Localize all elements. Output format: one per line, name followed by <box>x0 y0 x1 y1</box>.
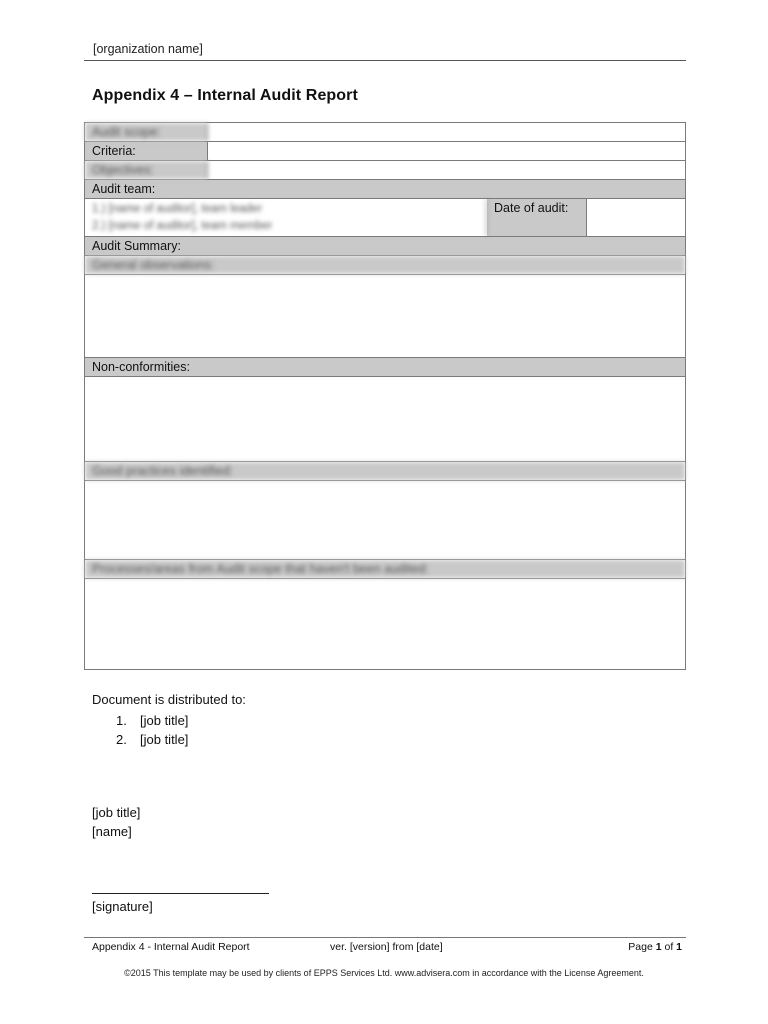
organization-name: [organization name] <box>93 42 203 56</box>
good-practices-row <box>85 462 685 481</box>
date-of-audit-field[interactable] <box>587 199 685 236</box>
signatory-job-title: [job title] <box>92 805 141 820</box>
distribution-item-text: [job title] <box>140 713 189 728</box>
date-of-audit-label: Date of audit: <box>487 199 587 236</box>
distribution-item-text: [job title] <box>140 732 189 747</box>
audit-team-label: Audit team: <box>85 180 685 198</box>
general-observations-label: General observations: <box>85 256 685 274</box>
objectives-field[interactable] <box>208 161 685 179</box>
good-practices-label: Good practices identified: <box>85 462 685 480</box>
distribution-list <box>116 711 188 749</box>
audit-summary-row <box>85 237 685 256</box>
criteria-row <box>85 142 685 161</box>
footer-version: ver. [version] from [date] <box>330 941 443 953</box>
distribution-item <box>116 730 188 749</box>
processes-not-audited-field[interactable] <box>85 579 685 669</box>
signature-label: [signature] <box>92 899 153 914</box>
criteria-label: Criteria: <box>85 142 208 160</box>
header-divider <box>84 60 686 61</box>
copyright-notice: ©2015 This template may be used by clients of EPPS Services Ltd. www.advisera.com in accordance with the License Agreement. <box>124 968 644 978</box>
page-title: Appendix 4 – Internal Audit Report <box>92 87 358 104</box>
good-practices-field[interactable] <box>85 481 685 560</box>
non-conformities-field[interactable] <box>85 377 685 462</box>
page-current: 1 <box>655 941 662 953</box>
audit-team-row <box>85 199 685 237</box>
audit-scope-field[interactable] <box>208 123 685 141</box>
non-conformities-label: Non-conformities: <box>85 358 685 376</box>
distribution-item-number: 1. <box>116 713 127 728</box>
signatory-name: [name] <box>92 824 132 839</box>
page-prefix: Page <box>628 941 656 953</box>
criteria-field[interactable] <box>208 142 685 160</box>
audit-team-header-row <box>85 180 685 199</box>
objectives-label: Objectives: <box>85 161 208 179</box>
processes-not-audited-row <box>85 560 685 579</box>
distribution-intro: Document is distributed to: <box>92 692 246 707</box>
footer-document-name: Appendix 4 - Internal Audit Report <box>92 941 250 953</box>
audit-scope-row <box>85 123 685 142</box>
footer-page-number <box>628 941 682 953</box>
distribution-item <box>116 711 188 730</box>
general-observations-field[interactable] <box>85 275 685 358</box>
audit-team-members[interactable] <box>85 199 487 236</box>
audit-summary-label: Audit Summary: <box>85 237 685 255</box>
audit-report-form <box>84 122 686 670</box>
general-observations-row <box>85 256 685 275</box>
team-member-2: 2.) [name of auditor], team member <box>92 220 273 232</box>
signature-line <box>92 893 269 894</box>
page-total: 1 <box>676 941 682 953</box>
processes-not-audited-label: Processes/areas from Audit scope that haven't been audited: <box>85 560 685 578</box>
audit-scope-label: Audit scope: <box>85 123 208 141</box>
non-conformities-row <box>85 358 685 377</box>
objectives-row <box>85 161 685 180</box>
distribution-item-number: 2. <box>116 732 127 747</box>
footer-divider <box>84 937 686 938</box>
page-separator: of <box>661 941 677 953</box>
team-member-1: 1.) [name of auditor], team leader <box>92 203 263 215</box>
